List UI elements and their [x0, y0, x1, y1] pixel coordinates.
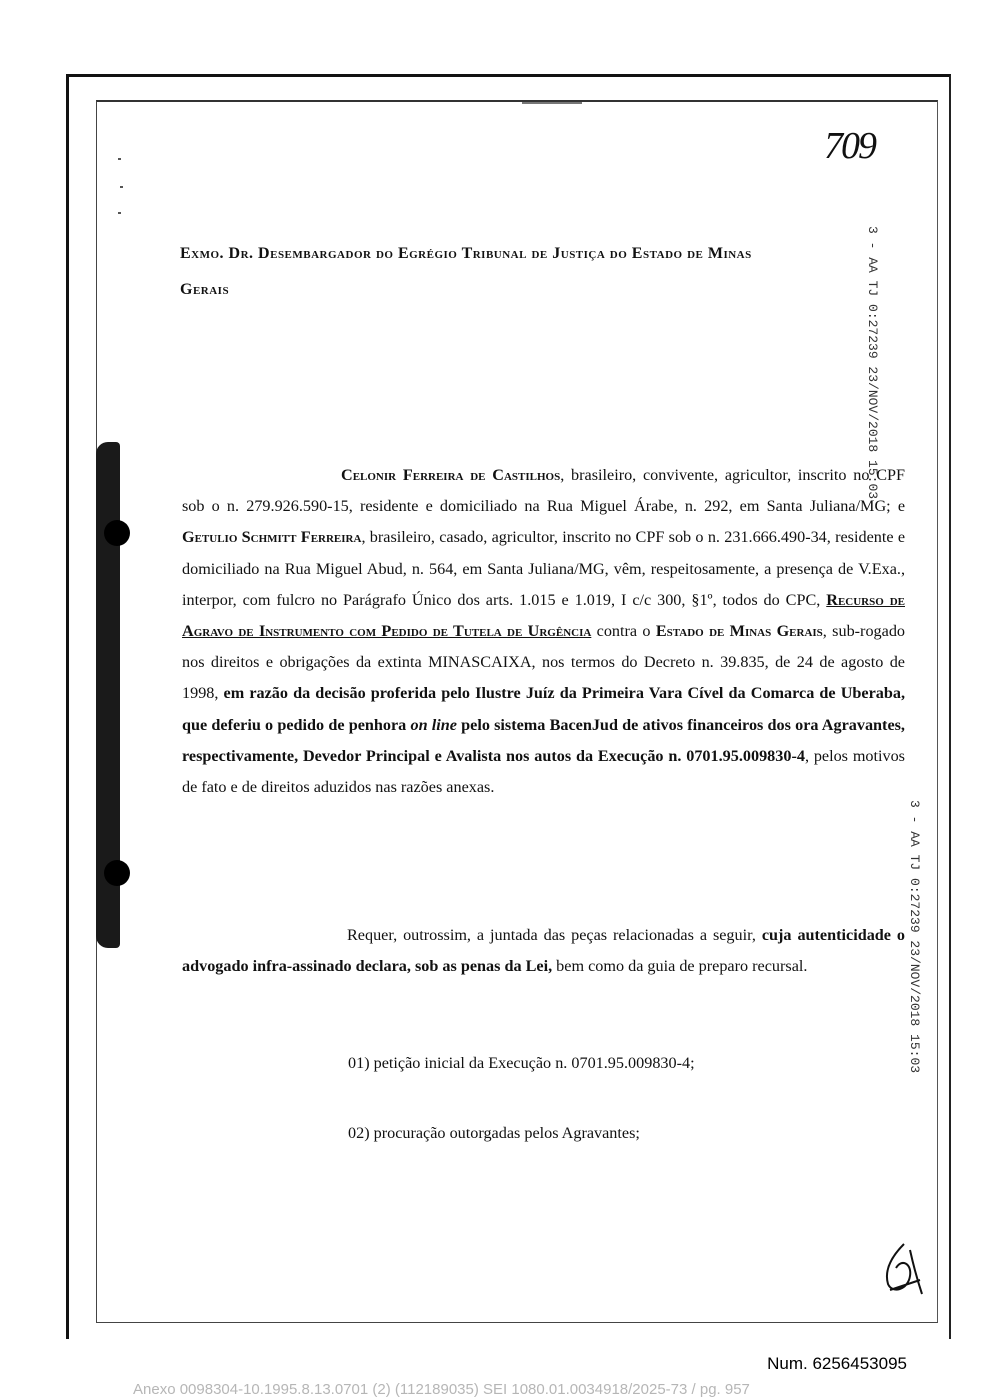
defendant-name: Estado de Minas Gerais — [655, 622, 823, 641]
scan-speck — [522, 102, 582, 104]
decision-text-1: em razão da decisão proferida pelo Ilustre Juíz da Primeira Vara Cível da Comarca de Uberaba, que deferiu o pedido de penhora — [182, 684, 906, 734]
page-number: 709 — [824, 125, 875, 167]
addressee-line-2: Gerais — [180, 281, 230, 298]
punch-hole-bottom — [104, 860, 130, 886]
annex-reference: Anexo 0098304-10.1995.8.13.0701 (2) (112189035) SEI 1080.01.0034918/2025-73 / pg. 957 — [133, 1381, 750, 1398]
party-name-2: Getulio Schmitt Ferreira — [182, 528, 362, 547]
decision-text-2: pelo sistema BacenJud de ativos financeiros dos ora Agravantes, respectivamente, Devedor Principal e Avalista nos autos da Execução n. 0701.95.009830-4 — [182, 715, 905, 765]
online-term: on line — [410, 715, 457, 734]
defendant-description: , sub-rogado nos direitos e obrigações da extinta MINASCAIXA, nos termos do Decreto n. 39.835, de 24 de agosto de 1998, — [182, 622, 906, 703]
petition-paragraph — [182, 460, 905, 803]
document-number: Num. 6256453095 — [767, 1354, 907, 1373]
party-qualification-1: , brasileiro, convivente, agricultor, inscrito no CPF sob o n. 279.926.590-15, residente e domiciliado na Rua Miguel Árabe, n. 292, em Santa Juliana/MG; e — [182, 466, 905, 516]
request-text-2: bem como da guia de preparo recursal. — [552, 957, 808, 976]
protocol-stamp: 3 - AA TJ 0:27239 23/NOV/2018 15:03 — [907, 800, 922, 1074]
addressee — [180, 236, 900, 308]
party-name-1: Celonir Ferreira de Castilhos — [341, 466, 561, 484]
attachment-item: 01) petição inicial da Execução n. 0701.95.009830-4; — [348, 1054, 695, 1072]
scan-speck — [118, 212, 121, 214]
appeal-title: Recurso de Agravo de Instrumento com Pedido de Tutela de Urgência — [182, 590, 905, 641]
closing-text: , pelos motivos de fato e de direitos aduzidos nas razões anexas. — [182, 746, 905, 797]
signature-initials — [880, 1240, 926, 1298]
authenticity-declaration: cuja autenticidade o advogado infra-assinado declara, sob as penas da Lei, — [182, 926, 906, 976]
party-qualification-2: , brasileiro, casado, agricultor, inscrito no CPF sob o n. 231.666.490-34, residente e domiciliado na Rua Miguel Abud, n. 564, em Santa Juliana/MG, vêm, respeitosamente, a presença de V.Exa., interpor, com fulcro no Parágrafo Único dos arts. 1.015 e 1.019, I c/c 300, §1º, todos do CPC, — [182, 528, 906, 609]
scan-speck — [120, 186, 123, 188]
request-paragraph — [182, 920, 905, 982]
addressee-line-1: Exmo. Dr. Desembargador do Egrégio Tribunal de Justiça do Estado de Minas — [180, 245, 752, 262]
request-text-1: Requer, outrossim, a juntada das peças relacionadas a seguir, — [347, 926, 762, 944]
protocol-stamp: 3 - AA TJ 0:27239 23/NOV/2018 15:03 — [865, 226, 880, 500]
scan-speck — [118, 158, 121, 160]
punch-hole-top — [104, 520, 130, 546]
attachment-item: 02) procuração outorgadas pelos Agravantes; — [348, 1124, 640, 1142]
against-text: contra o — [591, 622, 656, 641]
